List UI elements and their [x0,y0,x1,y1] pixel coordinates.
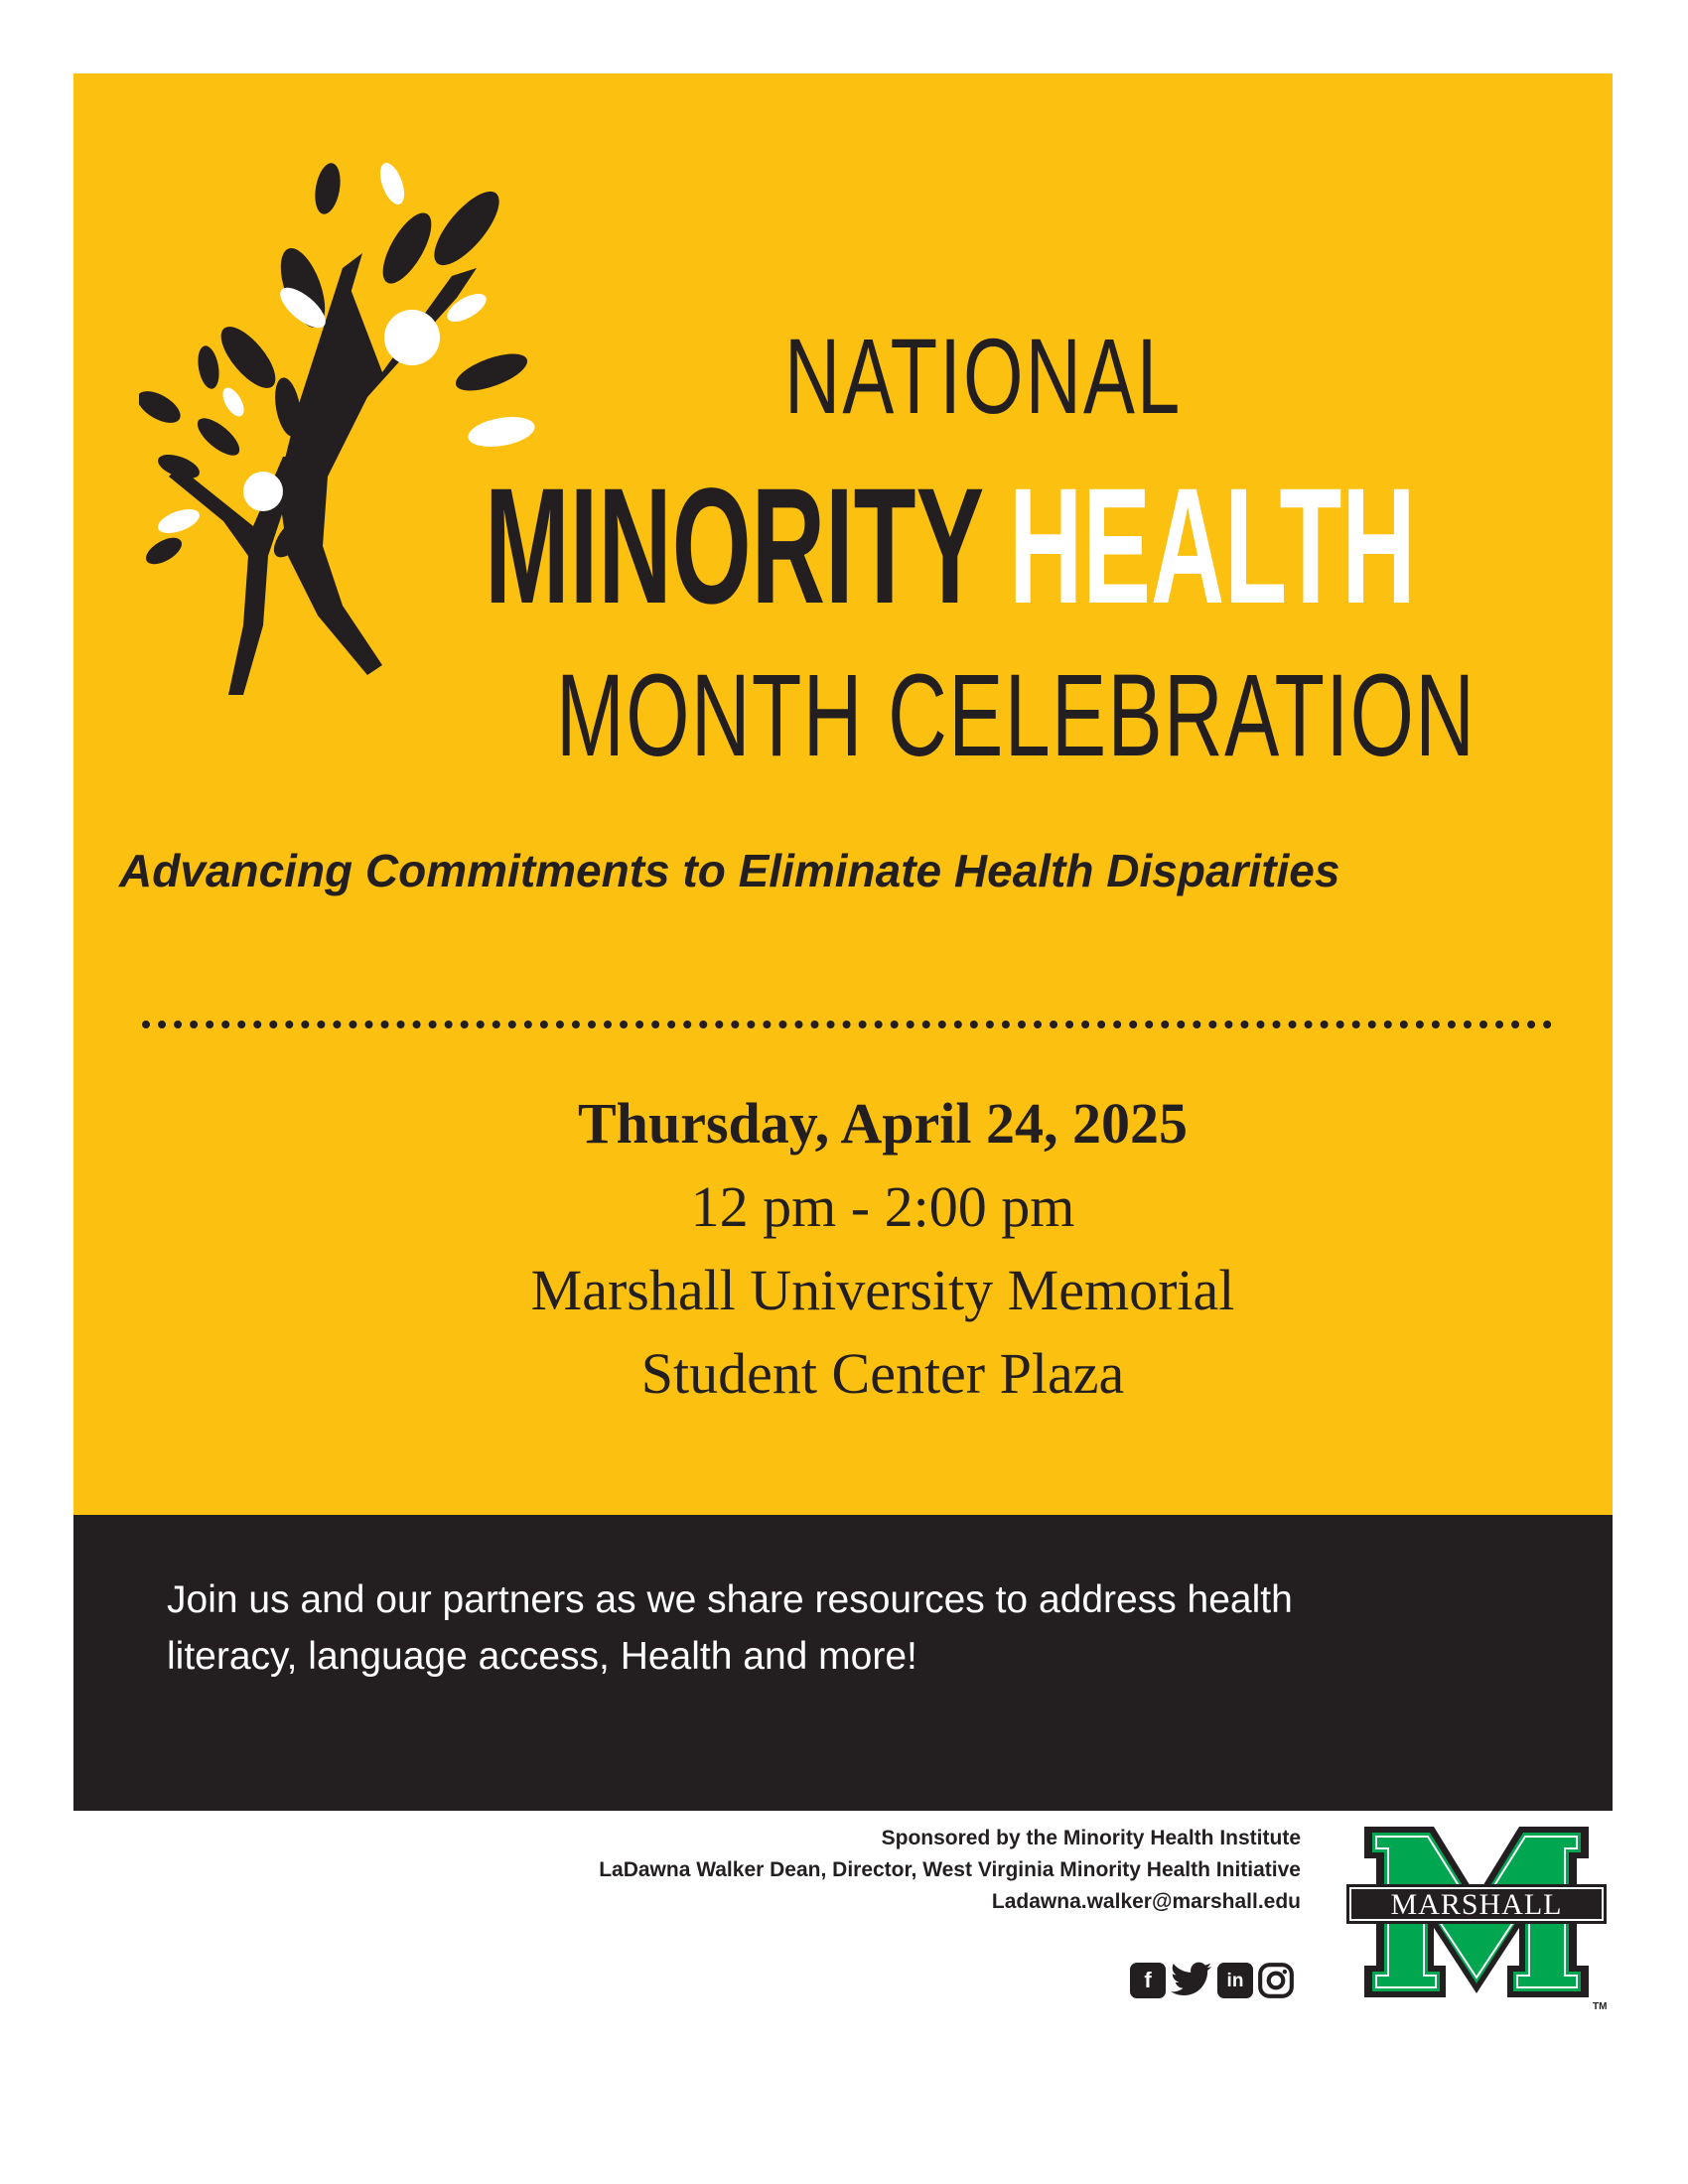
logo-wordmark: MARSHALL [1390,1888,1563,1921]
invite-line2: literacy, language access, Health and more! [167,1635,917,1678]
title-minority-health [485,455,1416,638]
logo-trademark: TM [1593,2001,1608,2012]
event-venue-line2: Student Center Plaza [640,1341,1125,1406]
sponsor-block [298,1823,1301,1918]
dotted-divider [142,1021,1552,1028]
linkedin-icon[interactable]: in [1217,1963,1253,1998]
invite-line1: Join us and our partners as we share resources to address health [167,1578,1293,1621]
sponsor-line2: LaDawna Walker Dean, Director, West Virginia Minority Health Initiative [599,1858,1301,1881]
event-details [73,1082,1688,1416]
event-time: 12 pm - 2:00 pm [690,1174,1075,1239]
twitter-icon[interactable] [1170,1962,1213,1999]
title-national: NATIONAL [784,316,1183,436]
sponsor-email[interactable]: Ladawna.walker@marshall.edu [991,1890,1301,1913]
title-health: HEALTH [1008,455,1416,638]
facebook-icon[interactable]: f [1130,1963,1166,1998]
marshall-logo [1342,1819,1611,2013]
title-month-celebration: MONTH CELEBRATION [556,650,1477,781]
title-minority: MINORITY [485,455,985,638]
tagline: Advancing Commitments to Eliminate Health Disparities [119,845,1340,896]
social-links [1130,1954,1299,2007]
sponsor-line1: Sponsored by the Minority Health Institute [881,1827,1301,1849]
invite-text [167,1571,1418,1685]
event-venue-line1: Marshall University Memorial [530,1258,1235,1322]
instagram-icon[interactable] [1257,1962,1295,1999]
event-date: Thursday, April 24, 2025 [578,1091,1188,1156]
